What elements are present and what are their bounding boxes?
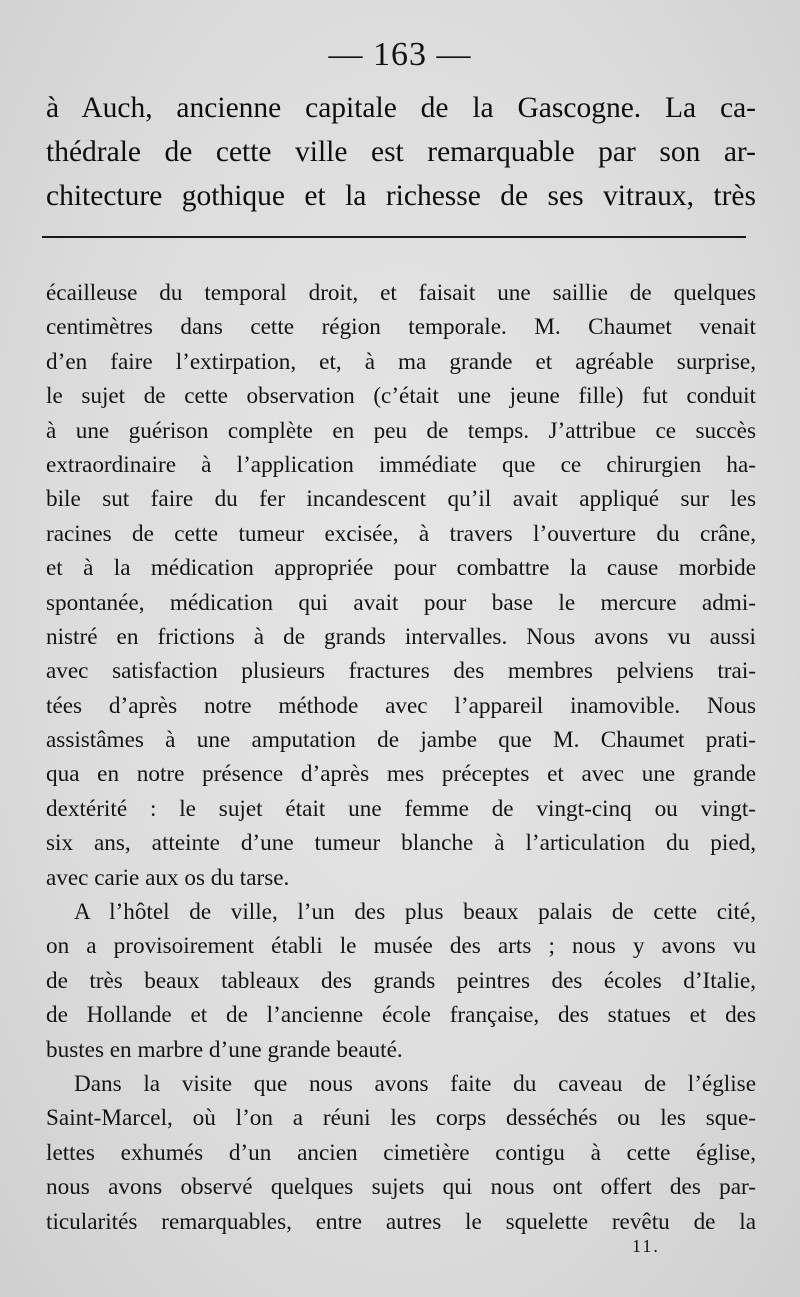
- upper-text-line: chitecture gothique et la richesse de ses vitraux, très: [46, 180, 756, 212]
- text-line-paragraph-start: Dans la visite que nous avons faite du caveau de l’église: [74, 1070, 756, 1097]
- text-line: le sujet de cette observation (c’était une jeune fille) fut conduit: [46, 383, 756, 410]
- text-line: six ans, atteinte d’une tumeur blanche à l’articulation du pied,: [46, 830, 756, 857]
- upper-text-line: thédrale de cette ville est remarquable par son ar-: [46, 136, 756, 168]
- printer-signature-mark: 11.: [632, 1236, 660, 1256]
- text-line: avec satisfaction plusieurs fractures des membres pelviens trai-: [46, 658, 756, 685]
- text-line: de très beaux tableaux des grands peintres des écoles d’Italie,: [46, 967, 756, 994]
- text-line: lettes exhumés d’un ancien cimetière contigu à cette église,: [46, 1139, 756, 1166]
- text-line: nistré en frictions à de grands intervalles. Nous avons vu aussi: [46, 623, 756, 650]
- main-text-block: [46, 276, 756, 1239]
- text-line: dextérité : le sujet était une femme de vingt-cinq ou vingt-: [46, 795, 756, 822]
- text-line-paragraph-end: bustes en marbre d’une grande beauté.: [46, 1036, 403, 1063]
- text-line: qua en notre présence d’après mes préceptes et avec une grande: [46, 761, 756, 788]
- text-line: tées d’après notre méthode avec l’appareil inamovible. Nous: [46, 692, 756, 719]
- upper-text-line: à Auch, ancienne capitale de la Gascogne. La ca-: [46, 92, 756, 124]
- text-line: nous avons observé quelques sujets qui nous ont offert des par-: [46, 1174, 756, 1201]
- text-line: de Hollande et de l’ancienne école française, des statues et des: [46, 1002, 756, 1029]
- text-line: écailleuse du temporal droit, et faisait une saillie de quelques: [46, 280, 756, 306]
- text-line: racines de cette tumeur excisée, à travers l’ouverture du crâne,: [46, 520, 756, 547]
- text-line: on a provisoirement établi le musée des arts ; nous y avons vu: [46, 933, 756, 960]
- text-line: assistâmes à une amputation de jambe que M. Chaumet prati-: [46, 727, 756, 754]
- text-line: et à la médication appropriée pour combattre la cause morbide: [46, 555, 756, 582]
- upper-text-block: [46, 86, 756, 218]
- page-number: — 163 —: [328, 36, 472, 73]
- text-line: extraordinaire à l’application immédiate que ce chirurgien ha-: [46, 451, 756, 478]
- text-line: centimètres dans cette région temporale. M. Chaumet venait: [46, 314, 756, 341]
- footnote-separator-rule: [42, 236, 746, 238]
- text-line: d’en faire l’extirpation, et, à ma grande et agréable surprise,: [46, 348, 756, 375]
- text-line: bile sut faire du fer incandescent qu’il avait appliqué sur les: [46, 486, 756, 513]
- text-line-paragraph-end: avec carie aux os du tarse.: [46, 864, 290, 891]
- text-line: ticularités remarquables, entre autres le squelette revêtu de la: [46, 1208, 756, 1235]
- text-line-paragraph-start: A l’hôtel de ville, l’un des plus beaux palais de cette cité,: [74, 899, 756, 926]
- text-line: Saint-Marcel, où l’on a réuni les corps desséchés ou les sque-: [46, 1105, 756, 1132]
- text-line: spontanée, médication qui avait pour base le mercure admi-: [46, 589, 756, 616]
- text-line: à une guérison complète en peu de temps. J’attribue ce succès: [46, 417, 756, 444]
